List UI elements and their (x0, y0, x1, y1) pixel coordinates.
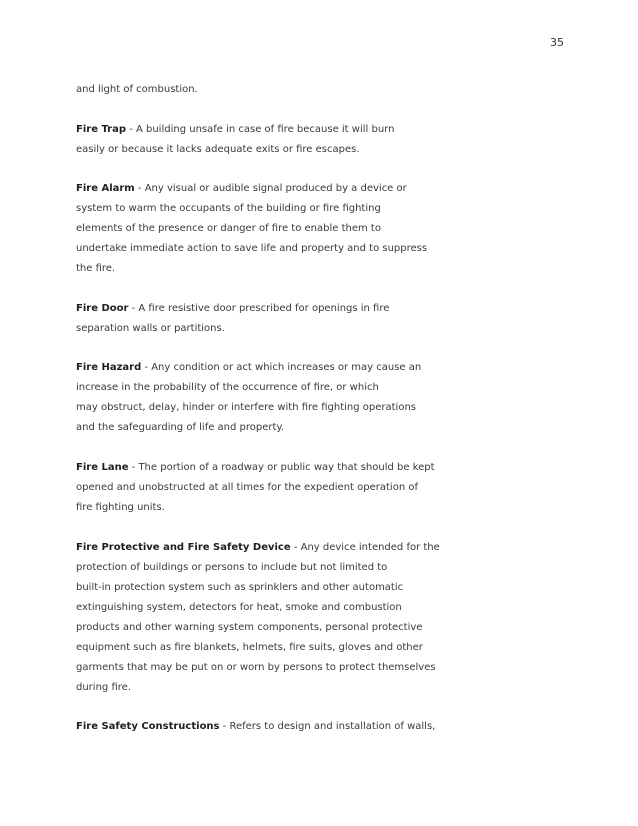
term-fire-protective-device: Fire Protective and Fire Safety Device (76, 541, 291, 553)
definition-first-line (76, 299, 436, 319)
term-fire-lane: Fire Lane (76, 461, 129, 473)
page-number: 35 (550, 36, 564, 49)
definition-text: - A fire resistive door prescribed for openings in fire (128, 302, 390, 314)
term-fire-trap: Fire Trap (76, 123, 127, 135)
definition-first-line (76, 179, 436, 199)
body-line: and light of combustion. (76, 84, 198, 95)
body-line: extinguishing system, detectors for heat, smoke and combustion (76, 601, 402, 613)
definition-text: - Any condition or act which increases or may cause an (141, 362, 422, 374)
definition-text: - A building unsafe in case of fire because it will burn (126, 123, 395, 135)
definition-first-line (76, 358, 436, 378)
body-line: during fire. (76, 681, 131, 693)
term-fire-safety-constructions: Fire Safety Constructions (76, 721, 220, 733)
definition-first-line (76, 458, 436, 478)
body-line: easily or because it lacks adequate exits or fire escapes. (76, 143, 360, 155)
definition-first-line (76, 120, 436, 140)
body-line: protection of buildings or persons to include but not limited to (76, 561, 388, 573)
body-line: system to warm the occupants of the building or fire fighting (76, 203, 381, 215)
definition-text: - Any device intended for the (290, 541, 440, 553)
term-fire-door: Fire Door (76, 302, 129, 314)
document-body (76, 80, 440, 737)
body-line: increase in the probability of the occurrence of fire, or which (76, 382, 379, 394)
body-line: built-in protection system such as sprinklers and other automatic (76, 581, 404, 593)
body-line: elements of the presence or danger of fire to enable them to (76, 223, 381, 235)
body-line: equipment such as fire blankets, helmets, fire suits, gloves and other (76, 641, 423, 653)
definition-text: - Any visual or audible signal produced by a device or (134, 183, 407, 195)
term-fire-hazard: Fire Hazard (76, 362, 142, 374)
body-line: undertake immediate action to save life and property and to suppress (76, 243, 428, 255)
body-line: fire fighting units. (76, 501, 165, 513)
definition-text: - The portion of a roadway or public way that should be kept (128, 461, 435, 473)
body-line: products and other warning system components, personal protective (76, 621, 423, 633)
body-line: and the safeguarding of life and property. (76, 422, 285, 434)
body-line: opened and unobstructed at all times for the expedient operation of (76, 481, 418, 493)
term-fire-alarm: Fire Alarm (76, 183, 135, 195)
definition-text: - Refers to design and installation of walls, (219, 721, 436, 733)
definition-first-line (76, 717, 436, 737)
body-line: garments that may be put on or worn by persons to protect themselves (76, 661, 436, 673)
definition-first-line (76, 538, 440, 558)
body-line: may obstruct, delay, hinder or interfere with fire fighting operations (76, 402, 417, 414)
body-line: separation walls or partitions. (76, 322, 225, 334)
body-line: the fire. (76, 263, 116, 275)
